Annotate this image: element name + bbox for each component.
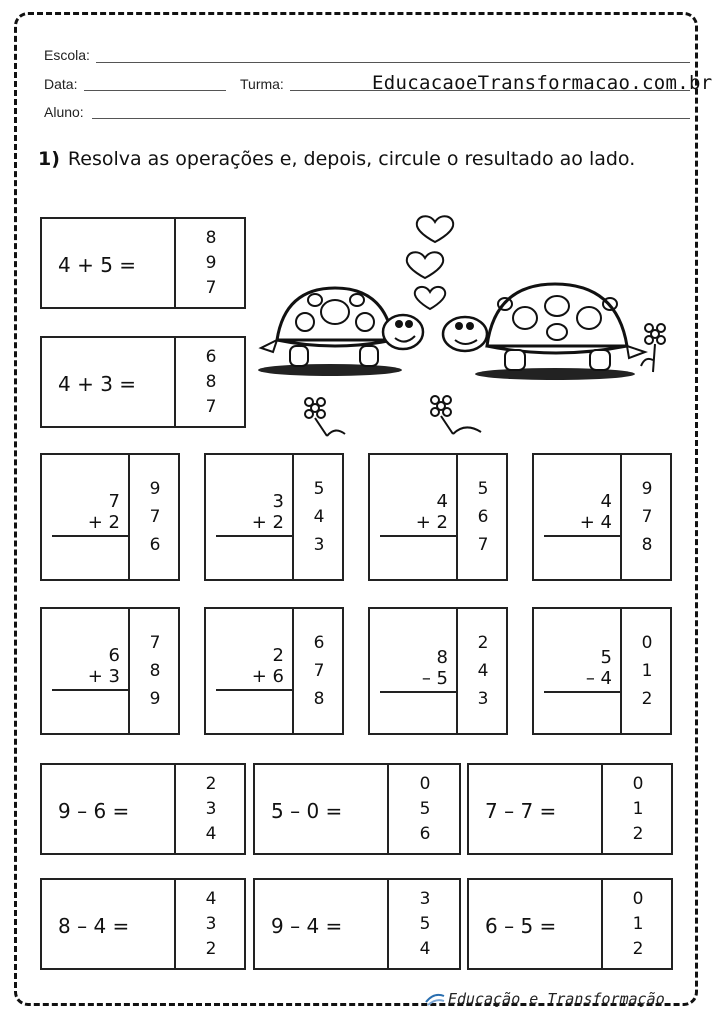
answer-options — [389, 886, 461, 962]
answer-option[interactable]: 4 — [477, 661, 489, 681]
difference-rule — [544, 691, 620, 693]
vertical-operation — [52, 491, 128, 537]
problem-expression: 5 – 0 = — [271, 799, 343, 823]
date-label: Data: — [44, 76, 78, 92]
operand-bottom: – 4 — [585, 668, 612, 689]
operand-top: 4 — [600, 491, 612, 512]
answer-option[interactable]: 5 — [419, 913, 431, 934]
footer-brand: Educação e Transformação — [448, 990, 665, 1008]
sum-rule — [544, 535, 620, 537]
vertical-operation — [544, 491, 620, 537]
answer-option[interactable]: 0 — [641, 633, 653, 653]
answer-option[interactable]: 7 — [477, 535, 489, 555]
vertical-operation — [380, 491, 456, 537]
operand-top: 6 — [108, 645, 120, 666]
answer-option[interactable]: 2 — [641, 689, 653, 709]
problem-expression: 4 + 5 = — [58, 253, 137, 277]
operand-bottom: + 2 — [251, 512, 284, 533]
flower-icon — [641, 324, 665, 372]
vertical-problem-box — [204, 607, 344, 735]
instruction-number: 1) — [38, 148, 60, 170]
instruction-text: Resolva as operações e, depois, circule o resultado ao lado. — [67, 148, 636, 170]
turtle-left-icon — [258, 288, 423, 376]
answer-option[interactable]: 6 — [419, 824, 431, 845]
instruction — [38, 148, 635, 170]
answer-options — [458, 475, 508, 559]
answer-options — [603, 771, 673, 847]
answer-option[interactable]: 0 — [632, 888, 644, 909]
answer-option[interactable]: 6 — [477, 507, 489, 527]
school-line[interactable] — [96, 62, 690, 63]
problem-expression: 9 – 6 = — [58, 799, 130, 823]
site-url: EducacaoeTransformacao.com.br — [372, 72, 713, 94]
answer-options — [622, 475, 672, 559]
answer-option[interactable]: 7 — [313, 661, 325, 681]
problem-box — [40, 878, 246, 970]
answer-option[interactable]: 3 — [205, 913, 217, 934]
difference-rule — [380, 691, 456, 693]
answer-option[interactable]: 4 — [419, 939, 431, 960]
answer-option[interactable]: 3 — [205, 798, 217, 819]
answer-option[interactable]: 8 — [149, 661, 161, 681]
answer-options — [622, 629, 672, 713]
answer-options — [389, 771, 461, 847]
answer-option[interactable]: 2 — [477, 633, 489, 653]
answer-option[interactable]: 3 — [419, 888, 431, 909]
vertical-problem-box — [368, 453, 508, 581]
date-line[interactable] — [84, 90, 226, 91]
answer-option[interactable]: 5 — [313, 479, 325, 499]
answer-option[interactable]: 1 — [632, 913, 644, 934]
problem-expression: 7 – 7 = — [485, 799, 557, 823]
answer-option[interactable]: 1 — [641, 661, 653, 681]
vertical-problem-box — [368, 607, 508, 735]
answer-option[interactable]: 6 — [313, 633, 325, 653]
class-label: Turma: — [240, 76, 284, 92]
answer-option[interactable]: 8 — [205, 227, 217, 248]
flower-icon — [305, 398, 345, 436]
problem-box — [40, 336, 246, 428]
answer-option[interactable]: 8 — [641, 535, 653, 555]
answer-option[interactable]: 7 — [149, 633, 161, 653]
answer-option[interactable]: 3 — [477, 689, 489, 709]
operand-top: 2 — [272, 645, 284, 666]
operand-top: 8 — [436, 647, 448, 668]
turtles-illustration — [255, 200, 675, 440]
answer-option[interactable]: 7 — [641, 507, 653, 527]
problem-box — [253, 763, 461, 855]
answer-option[interactable]: 7 — [205, 278, 217, 299]
vertical-problem-box — [532, 607, 672, 735]
answer-options — [130, 629, 180, 713]
answer-option[interactable]: 2 — [205, 939, 217, 960]
student-label: Aluno: — [44, 104, 84, 120]
vertical-operation — [216, 645, 292, 691]
problem-expression: 8 – 4 = — [58, 914, 130, 938]
answer-options — [176, 886, 246, 962]
answer-option[interactable]: 1 — [632, 798, 644, 819]
answer-option[interactable]: 8 — [205, 371, 217, 392]
problem-box — [253, 878, 461, 970]
sum-rule — [52, 689, 128, 691]
problem-expression: 4 + 3 = — [58, 372, 137, 396]
operand-bottom: + 2 — [415, 512, 448, 533]
vertical-operation — [380, 647, 456, 693]
vertical-operation — [52, 645, 128, 691]
problem-box — [467, 878, 673, 970]
answer-options — [458, 629, 508, 713]
sum-rule — [216, 689, 292, 691]
operand-top: 7 — [108, 491, 120, 512]
answer-options — [176, 344, 246, 420]
flower-icon — [431, 396, 481, 434]
answer-option[interactable]: 4 — [205, 888, 217, 909]
heart-icon — [415, 287, 445, 309]
sum-rule — [380, 535, 456, 537]
operand-top: 4 — [436, 491, 448, 512]
problem-box — [40, 217, 246, 309]
answer-option[interactable]: 7 — [205, 397, 217, 418]
answer-option[interactable]: 4 — [313, 507, 325, 527]
answer-options — [294, 475, 344, 559]
answer-option[interactable]: 5 — [419, 798, 431, 819]
operand-top: 3 — [272, 491, 284, 512]
operand-bottom: – 5 — [421, 668, 448, 689]
swoosh-logo-icon — [424, 990, 446, 1008]
sum-rule — [52, 535, 128, 537]
operand-bottom: + 2 — [87, 512, 120, 533]
problem-expression: 6 – 5 = — [485, 914, 557, 938]
vertical-problem-box — [532, 453, 672, 581]
vertical-operation — [216, 491, 292, 537]
answer-option[interactable]: 6 — [205, 346, 217, 367]
operand-top: 5 — [600, 647, 612, 668]
vertical-problem-box — [40, 607, 180, 735]
answer-option[interactable]: 2 — [205, 773, 217, 794]
vertical-problem-box — [204, 453, 344, 581]
answer-option[interactable]: 6 — [149, 535, 161, 555]
school-label: Escola: — [44, 47, 90, 63]
sum-rule — [216, 535, 292, 537]
answer-option[interactable]: 9 — [149, 689, 161, 709]
answer-options — [176, 225, 246, 301]
answer-option[interactable]: 0 — [632, 773, 644, 794]
answer-option[interactable]: 0 — [419, 773, 431, 794]
answer-option[interactable]: 9 — [641, 479, 653, 499]
operand-bottom: + 4 — [579, 512, 612, 533]
answer-option[interactable]: 2 — [632, 939, 644, 960]
answer-options — [130, 475, 180, 559]
heart-icon — [407, 252, 443, 278]
answer-options — [603, 886, 673, 962]
problem-expression: 9 – 4 = — [271, 914, 343, 938]
operand-bottom: + 6 — [251, 666, 284, 687]
answer-option[interactable]: 2 — [632, 824, 644, 845]
answer-option[interactable]: 5 — [477, 479, 489, 499]
answer-option[interactable]: 8 — [313, 689, 325, 709]
operand-bottom: + 3 — [87, 666, 120, 687]
vertical-operation — [544, 647, 620, 693]
answer-options — [294, 629, 344, 713]
answer-option[interactable]: 9 — [205, 252, 217, 273]
vertical-problem-box — [40, 453, 180, 581]
answer-option[interactable]: 3 — [313, 535, 325, 555]
answer-option[interactable]: 7 — [149, 507, 161, 527]
turtle-right-icon — [443, 284, 645, 380]
answer-option[interactable]: 9 — [149, 479, 161, 499]
answer-option[interactable]: 4 — [205, 824, 217, 845]
problem-box — [467, 763, 673, 855]
heart-icon — [417, 216, 453, 242]
problem-box — [40, 763, 246, 855]
answer-options — [176, 771, 246, 847]
student-line[interactable] — [92, 118, 690, 119]
